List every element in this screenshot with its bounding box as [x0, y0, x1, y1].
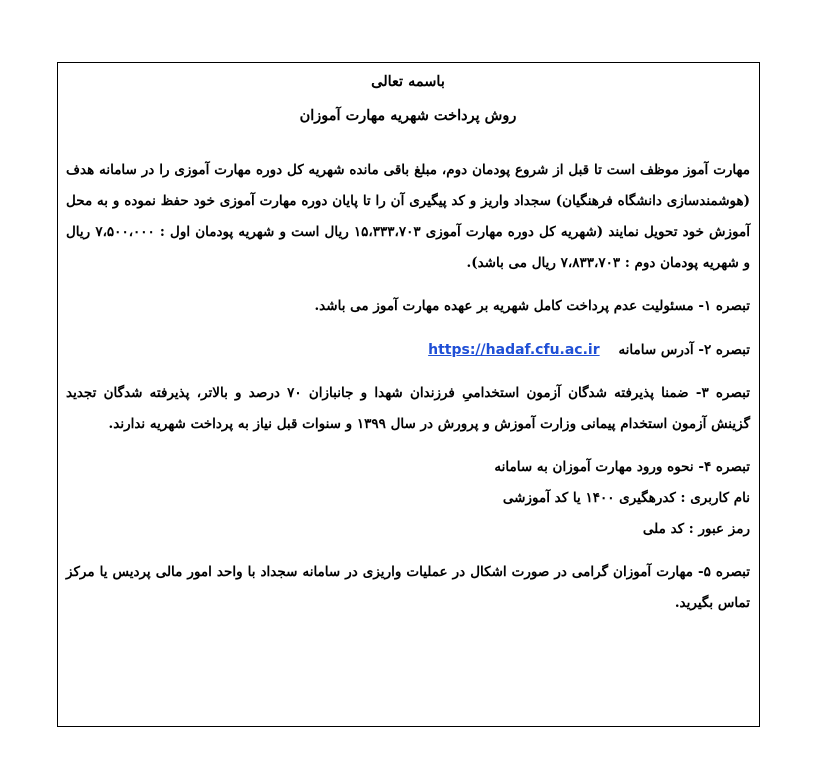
main-paragraph: مهارت آموز موظف است تا قبل از شروع پودمان دوم، مبلغ باقی مانده شهریه کل دوره مهارت آموزی را در سامانه هدف (هوشمندسازی دانشگاه فرهنگیان) سجداد واریز و کد پیگیری آن را تا پایان دوره مهارت آموزی خود حفظ نموده و به محل آموزش خود تحویل نمایند (شهریه کل دوره مهارت آموزی ۱۵،۳۳۳،۷۰۳ ریال است و شهریه پودمان اول : ۷،۵۰۰،۰۰۰ ریال و شهریه پودمان دوم : ۷،۸۳۳،۷۰۳ ریال می باشد).	[66, 162, 750, 271]
note-2-label: تبصره ۲- آدرس سامانه	[618, 342, 750, 358]
note-5: تبصره ۵- مهارت آموزان گرامی در صورت اشکال در عملیات واریزی در سامانه سجداد با واحد امور مالی پردیس یا مرکز تماس بگیرید.	[66, 564, 750, 611]
document-greeting: باسمه تعالی	[371, 73, 445, 90]
document-title: روش پرداخت شهریه مهارت آموزان	[299, 107, 517, 124]
note-4: تبصره ۴- نحوه ورود مهارت آموزان به سامانه	[494, 459, 750, 475]
document-body	[66, 62, 750, 619]
note-1: تبصره ۱- مسئولیت عدم پرداخت کامل شهریه بر عهده مهارت آموز می باشد.	[314, 298, 750, 314]
note-3: تبصره ۳- ضمنا پذیرفته شدگان آزمون استخدامیِ فرزندان شهدا و جانبازان ۷۰ درصد و بالاتر، پذیرفته شدگان تجدید گزینش آزمون استخدام پیمانی وزارت آموزش و پرورش در سال ۱۳۹۹ و سنوات قبل نیاز به پرداخت شهریه ندارند.	[66, 385, 750, 432]
note-2	[66, 335, 750, 366]
username-line: نام کاربری : کدرهگیری ۱۴۰۰ یا کد آموزشی	[502, 490, 750, 506]
system-address-link[interactable]: https://hadaf.cfu.ac.ir	[428, 342, 600, 358]
password-line: رمز عبور : کد ملی	[642, 521, 750, 537]
